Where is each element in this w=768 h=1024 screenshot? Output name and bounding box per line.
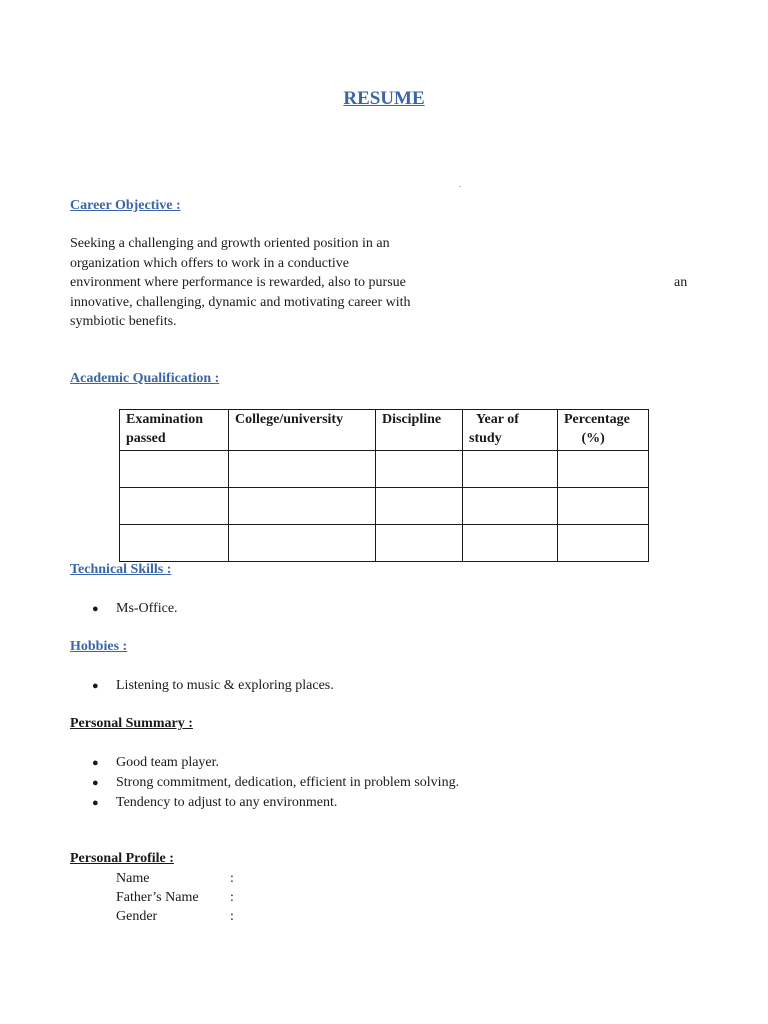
table-cell — [376, 488, 463, 525]
column-header — [120, 410, 229, 451]
profile-field-label: Father’s Name — [116, 890, 199, 905]
bullet-icon: ● — [92, 757, 99, 769]
table-row — [120, 525, 649, 562]
career-objective-line: environment where performance is rewarded, also to pursue — [70, 275, 406, 290]
career-objective-stray-word: an — [674, 275, 688, 290]
column-header — [463, 410, 558, 451]
column-header-line: Percentage — [564, 412, 630, 427]
list-item-text: Listening to music & exploring places. — [116, 678, 334, 693]
table-header-row — [120, 410, 649, 451]
technical-skills-list — [92, 599, 178, 619]
profile-field-fathers-name — [116, 890, 234, 909]
career-objective-line: organization which offers to work in a conductive — [70, 255, 350, 271]
list-item — [92, 793, 459, 813]
column-header-line: Discipline — [382, 412, 442, 427]
table-cell — [229, 525, 376, 562]
bullet-icon: ● — [92, 603, 99, 615]
column-header-line: Examination — [126, 412, 204, 427]
hobbies-heading: Hobbies : — [70, 639, 128, 654]
profile-field-separator: : — [230, 871, 234, 886]
career-objective-text — [70, 234, 411, 332]
list-item — [92, 599, 178, 619]
list-item-text: Ms-Office. — [116, 601, 178, 616]
bullet-icon: ● — [92, 680, 99, 692]
table-cell — [463, 451, 558, 488]
profile-field-separator: : — [230, 909, 234, 924]
column-header-line: College/university — [235, 412, 344, 427]
column-header-line: Year of — [469, 412, 519, 427]
column-header-line: study — [469, 431, 502, 446]
hobbies-list — [92, 676, 334, 696]
list-item — [92, 753, 459, 773]
table-cell — [463, 488, 558, 525]
table-cell — [229, 451, 376, 488]
column-header-line: passed — [126, 431, 166, 446]
career-objective-heading: Career Objective : — [70, 198, 181, 213]
table-cell — [558, 525, 649, 562]
column-header-line: (%) — [564, 431, 605, 446]
column-header — [376, 410, 463, 451]
academic-qualification-heading: Academic Qualification : — [70, 371, 220, 386]
table-cell — [558, 488, 649, 525]
table-row — [120, 488, 649, 525]
table-cell — [463, 525, 558, 562]
table-cell — [229, 488, 376, 525]
column-header — [229, 410, 376, 451]
career-objective-line: Seeking a challenging and growth oriented position in an — [70, 236, 390, 251]
page-title: RESUME — [343, 88, 425, 109]
column-header — [558, 410, 649, 451]
profile-field-label: Name — [116, 871, 150, 886]
list-item — [92, 773, 459, 793]
bullet-icon: ● — [92, 777, 99, 789]
table-cell — [558, 451, 649, 488]
personal-summary-list — [92, 753, 459, 813]
career-objective-line: innovative, challenging, dynamic and motivating career with — [70, 294, 411, 310]
list-item-text: Strong commitment, dedication, efficient in problem solving. — [116, 775, 460, 790]
list-item-text: Good team player. — [116, 755, 220, 770]
table-cell — [376, 525, 463, 562]
profile-field-label: Gender — [116, 909, 158, 924]
table-cell — [120, 525, 229, 562]
qualification-table — [119, 409, 649, 562]
technical-skills-heading: Technical Skills : — [70, 562, 172, 577]
table-row — [120, 451, 649, 488]
list-item-text: Tendency to adjust to any environment. — [116, 795, 338, 810]
table-cell — [376, 451, 463, 488]
career-objective-line: symbiotic benefits. — [70, 314, 177, 329]
bullet-icon: ● — [92, 797, 99, 809]
personal-profile-heading: Personal Profile : — [70, 851, 174, 866]
list-item — [92, 676, 334, 696]
personal-summary-heading: Personal Summary : — [70, 716, 193, 731]
profile-field-separator: : — [230, 890, 234, 905]
profile-field-gender — [116, 909, 234, 928]
profile-field-name — [116, 871, 234, 890]
table-cell — [120, 451, 229, 488]
table-cell — [120, 488, 229, 525]
stray-dot: . — [459, 180, 461, 189]
